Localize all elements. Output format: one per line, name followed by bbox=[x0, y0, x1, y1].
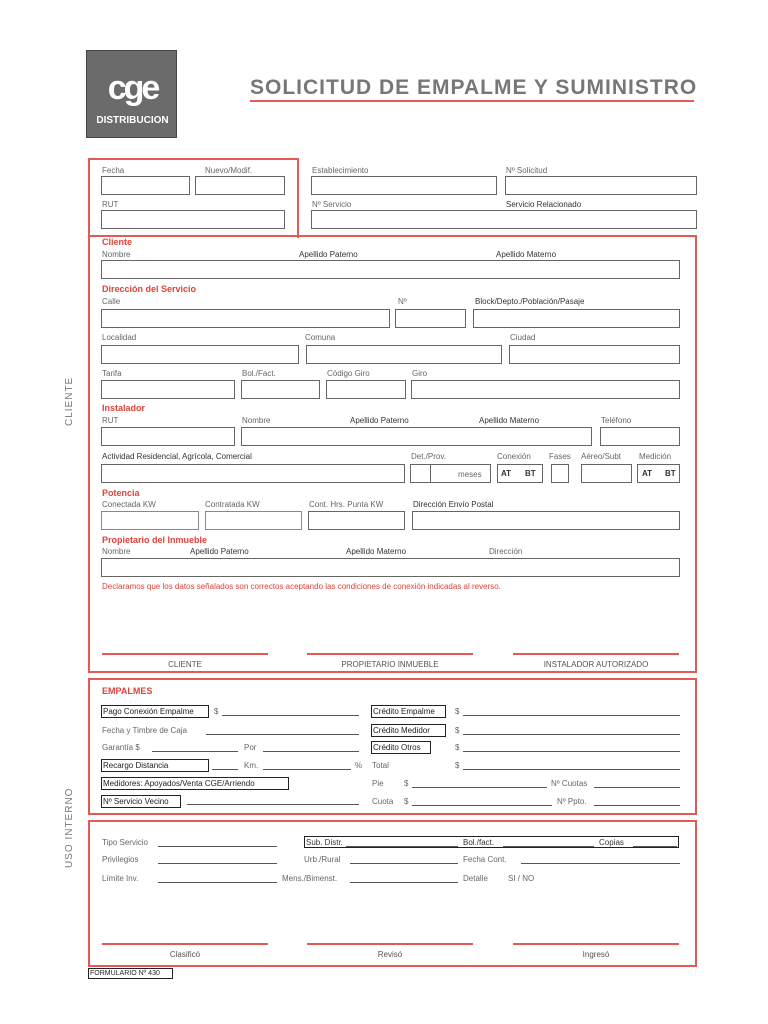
servicio-input[interactable] bbox=[311, 210, 697, 229]
side-label-uso-interno: USO INTERNO bbox=[64, 787, 75, 868]
comuna-input[interactable] bbox=[306, 345, 502, 364]
medidores-tag: Medidores: Apoyados/Venta CGE/Arriendo bbox=[101, 777, 289, 790]
contratada-input[interactable] bbox=[205, 511, 302, 530]
vecino-line[interactable] bbox=[187, 804, 359, 805]
establecimiento-input[interactable] bbox=[311, 176, 497, 195]
block-label: Block/Depto./Población/Pasaje bbox=[475, 297, 585, 306]
telefono-label: Teléfono bbox=[601, 416, 632, 425]
credito-otros-line[interactable] bbox=[463, 751, 680, 752]
fecha-cont-line[interactable] bbox=[521, 863, 680, 864]
declaracion-text: Declaramos que los datos señalados son correctos aceptando las condiciones de conexión indicadas al reverso. bbox=[102, 582, 501, 591]
sub-dist-label: Sub. Distr. bbox=[306, 838, 343, 847]
title-underline bbox=[250, 100, 694, 102]
recargo-tag: Recargo Distancia bbox=[101, 759, 209, 772]
relacionado-label: Servicio Relacionado bbox=[506, 200, 582, 209]
numero-label: Nº bbox=[398, 297, 407, 306]
pie-label: Pie bbox=[372, 779, 384, 788]
ppto-label: Nº Ppto. bbox=[557, 797, 587, 806]
pago-line[interactable] bbox=[222, 715, 359, 716]
conectada-input[interactable] bbox=[101, 511, 199, 530]
fecha-timbre-label: Fecha y Timbre de Caja bbox=[102, 726, 187, 735]
direccion-heading: Dirección del Servicio bbox=[102, 284, 197, 294]
vecino-tag: Nº Servicio Vecino bbox=[101, 795, 181, 808]
credito-otros-dollar: $ bbox=[455, 743, 460, 752]
codigo-giro-input[interactable] bbox=[326, 380, 406, 399]
contratada-label: Contratada KW bbox=[205, 500, 260, 509]
n-cuotas-line[interactable] bbox=[594, 787, 680, 788]
firma-reviso: Revisó bbox=[377, 950, 403, 959]
limite-label: Límite Inv. bbox=[102, 874, 139, 883]
block-input[interactable] bbox=[473, 309, 680, 328]
telefono-input[interactable] bbox=[600, 427, 680, 446]
solicitud-input[interactable] bbox=[505, 176, 697, 195]
localidad-input[interactable] bbox=[101, 345, 299, 364]
ciudad-label: Ciudad bbox=[510, 333, 536, 342]
detalle-label: Detalle bbox=[463, 874, 488, 883]
cuota-dollar: $ bbox=[404, 797, 409, 806]
urb-label: Urb./Rural bbox=[304, 855, 341, 864]
si-no-label: SI / NO bbox=[508, 874, 535, 883]
privilegios-line[interactable] bbox=[158, 863, 277, 864]
actividad-label: Actividad Residencial, Agrícola, Comercial bbox=[102, 452, 252, 461]
postal-input[interactable] bbox=[412, 511, 680, 530]
instalador-nombre-label: Nombre bbox=[242, 416, 271, 425]
cliente-nombre-label: Nombre bbox=[102, 250, 131, 259]
credito-empalme-tag: Crédito Empalme bbox=[371, 705, 446, 718]
punta-label: Cont. Hrs. Punta KW bbox=[309, 500, 384, 509]
mens-line[interactable] bbox=[350, 882, 458, 883]
numero-input[interactable] bbox=[395, 309, 466, 328]
instalador-rut-label: RUT bbox=[102, 416, 119, 425]
solicitud-label: Nº Solicitud bbox=[506, 166, 548, 175]
privilegios-label: Privilegios bbox=[102, 855, 139, 864]
nuevo-label: Nuevo/Modif. bbox=[205, 166, 253, 175]
fecha-cont-label: Fecha Cont. bbox=[463, 855, 507, 864]
cliente-heading: Cliente bbox=[102, 237, 133, 247]
det-label: Det./Prov. bbox=[411, 452, 446, 461]
conexion-at: AT bbox=[501, 469, 512, 478]
propietario-ap-materno-label: Apellido Materno bbox=[346, 547, 407, 556]
establecimiento-label: Establecimiento bbox=[312, 166, 369, 175]
conexion-bt: BT bbox=[525, 469, 536, 478]
por-label: Por bbox=[244, 743, 257, 752]
cliente-ap-paterno-label: Apellido Paterno bbox=[299, 250, 358, 259]
meses-label: meses bbox=[458, 470, 482, 479]
propietario-nombre-label: Nombre bbox=[102, 547, 131, 556]
por-line[interactable] bbox=[263, 751, 359, 752]
conexion-label: Conexión bbox=[497, 452, 531, 461]
servicio-label: Nº Servicio bbox=[312, 200, 352, 209]
bol-input[interactable] bbox=[241, 380, 320, 399]
credito-empalme-dollar: $ bbox=[455, 707, 460, 716]
postal-label: Dirección Envío Postal bbox=[413, 500, 494, 509]
urb-line[interactable] bbox=[350, 863, 458, 864]
calle-input[interactable] bbox=[101, 309, 390, 328]
firma-instalador: INSTALADOR AUTORIZADO bbox=[543, 660, 649, 669]
cliente-nombre-input[interactable] bbox=[101, 260, 680, 279]
actividad-input[interactable] bbox=[101, 464, 405, 483]
credito-medidor-dollar: $ bbox=[455, 726, 460, 735]
credito-medidor-tag: Crédito Medidor bbox=[371, 724, 446, 737]
logo-brand: cge bbox=[107, 69, 158, 107]
logo-sub: DISTRIBUCION bbox=[96, 115, 169, 126]
aereo-label: Aéreo/Subt bbox=[581, 452, 622, 461]
garantia-line[interactable] bbox=[152, 751, 238, 752]
total-label: Total bbox=[372, 761, 389, 770]
rut-input[interactable] bbox=[101, 210, 285, 229]
potencia-heading: Potencia bbox=[102, 488, 140, 498]
bol2-line[interactable] bbox=[503, 846, 594, 847]
tarifa-label: Tarifa bbox=[102, 369, 122, 378]
mens-label: Mens./Bimenst. bbox=[282, 874, 338, 883]
copias-label: Copias bbox=[599, 838, 624, 847]
bol2-label: Bol./fact. bbox=[463, 838, 495, 847]
pct-label: % bbox=[355, 761, 363, 770]
tipo-line[interactable] bbox=[158, 846, 277, 847]
propietario-input[interactable] bbox=[101, 558, 680, 577]
pago-dollar: $ bbox=[214, 707, 219, 716]
propietario-heading: Propietario del Inmueble bbox=[102, 535, 208, 545]
aereo-input[interactable] bbox=[581, 464, 632, 483]
credito-otros-tag: Crédito Otros bbox=[371, 741, 431, 754]
instalador-ap-materno-label: Apellido Materno bbox=[479, 416, 540, 425]
pago-tag: Pago Conexión Empalme bbox=[101, 705, 209, 718]
instalador-ap-paterno-label: Apellido Paterno bbox=[350, 416, 409, 425]
pie-line[interactable] bbox=[412, 787, 547, 788]
propietario-ap-paterno-label: Apellido Paterno bbox=[190, 547, 249, 556]
garantia-label: Garantía $ bbox=[102, 743, 140, 752]
medicion-bt: BT bbox=[665, 469, 676, 478]
recargo-line[interactable] bbox=[212, 769, 238, 770]
page-title: SOLICITUD DE EMPALME Y SUMINISTRO bbox=[250, 76, 698, 99]
firma-cliente: CLIENTE bbox=[168, 660, 202, 669]
instalador-heading: Instalador bbox=[102, 403, 146, 413]
giro-input[interactable] bbox=[411, 380, 680, 399]
km-label: Km. bbox=[244, 761, 259, 770]
km-line[interactable] bbox=[263, 769, 351, 770]
punta-input[interactable] bbox=[308, 511, 405, 530]
empalmes-heading: EMPALMES bbox=[102, 686, 153, 696]
tipo-label: Tipo Servicio bbox=[102, 838, 148, 847]
credito-empalme-line[interactable] bbox=[463, 715, 680, 716]
tarifa-input[interactable] bbox=[101, 380, 235, 399]
copias-line[interactable] bbox=[633, 846, 677, 847]
bol-label: Bol./Fact. bbox=[242, 369, 276, 378]
firma-ingreso: Ingresó bbox=[582, 950, 610, 959]
comuna-label: Comuna bbox=[305, 333, 336, 342]
cliente-ap-materno-label: Apellido Materno bbox=[496, 250, 557, 259]
propietario-direccion-label: Dirección bbox=[489, 547, 523, 556]
firma-propietario: PROPIETARIO INMUEBLE bbox=[341, 660, 439, 669]
calle-label: Calle bbox=[102, 297, 121, 306]
fecha-label: Fecha bbox=[102, 166, 125, 175]
ciudad-input[interactable] bbox=[509, 345, 680, 364]
fecha-input[interactable] bbox=[101, 176, 190, 195]
fases-label: Fases bbox=[549, 452, 571, 461]
giro-label: Giro bbox=[412, 369, 428, 378]
fecha-timbre-line[interactable] bbox=[206, 734, 359, 735]
formulario-number: FORMULARIO Nº 430 bbox=[88, 968, 173, 979]
medicion-at: AT bbox=[642, 469, 653, 478]
instalador-rut-input[interactable] bbox=[101, 427, 235, 446]
credito-medidor-line[interactable] bbox=[463, 734, 680, 735]
side-label-cliente: CLIENTE bbox=[64, 376, 75, 426]
instalador-nombre-input[interactable] bbox=[241, 427, 592, 446]
cuota-label: Cuota bbox=[372, 797, 394, 806]
total-dollar: $ bbox=[455, 761, 460, 770]
limite-line[interactable] bbox=[158, 882, 277, 883]
codigo-giro-label: Código Giro bbox=[327, 369, 370, 378]
pie-dollar: $ bbox=[404, 779, 409, 788]
firma-clasifico: Clasificó bbox=[169, 950, 201, 959]
conectada-label: Conectada KW bbox=[102, 500, 156, 509]
rut-label: RUT bbox=[102, 200, 119, 209]
medicion-label: Medición bbox=[639, 452, 672, 461]
total-line[interactable] bbox=[463, 769, 680, 770]
ppto-line[interactable] bbox=[594, 805, 680, 806]
cuota-line[interactable] bbox=[412, 805, 552, 806]
nuevo-input[interactable] bbox=[195, 176, 285, 195]
logo bbox=[86, 50, 177, 138]
n-cuotas-label: Nº Cuotas bbox=[551, 779, 588, 788]
localidad-label: Localidad bbox=[102, 333, 137, 342]
fases-input[interactable] bbox=[551, 464, 569, 483]
sub-dist-line[interactable] bbox=[346, 846, 458, 847]
